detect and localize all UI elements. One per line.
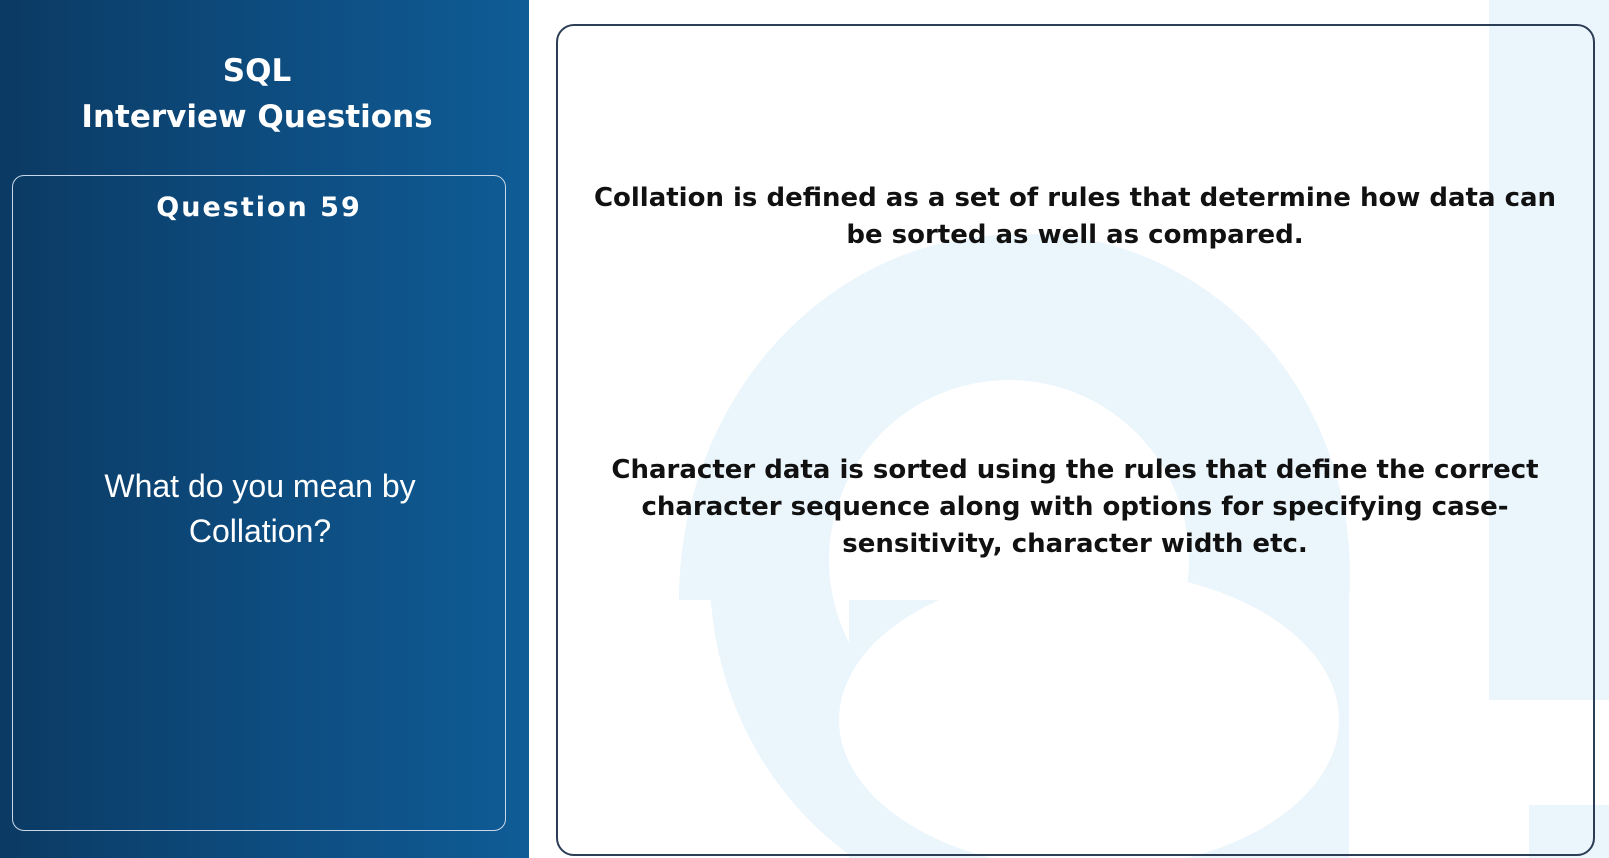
question-text xyxy=(53,464,467,554)
answer-paragraph-2 xyxy=(580,452,1570,563)
answer-paragraph-1-line1: Collation is defined as a set of rules that determine how data can xyxy=(593,183,1557,213)
answer-paragraph-2-line2: character sequence along with options for specifying case- xyxy=(641,492,1509,522)
course-title xyxy=(0,48,514,140)
answer-paragraph-1 xyxy=(580,180,1570,254)
question-line2: Collation? xyxy=(188,513,332,549)
answer-paragraph-2-line3: sensitivity, character width etc. xyxy=(842,529,1308,559)
answer-card xyxy=(556,24,1595,856)
course-title-line1: SQL xyxy=(222,53,292,89)
question-number: Question 59 xyxy=(156,192,362,223)
course-title-line2: Interview Questions xyxy=(81,99,433,135)
answer-paragraph-1-line2: be sorted as well as compared. xyxy=(846,220,1304,250)
question-card xyxy=(12,175,506,831)
answer-paragraph-2-line1: Character data is sorted using the rules that define the correct xyxy=(611,455,1539,485)
question-line1: What do you mean by xyxy=(104,468,416,504)
left-panel xyxy=(0,0,529,858)
